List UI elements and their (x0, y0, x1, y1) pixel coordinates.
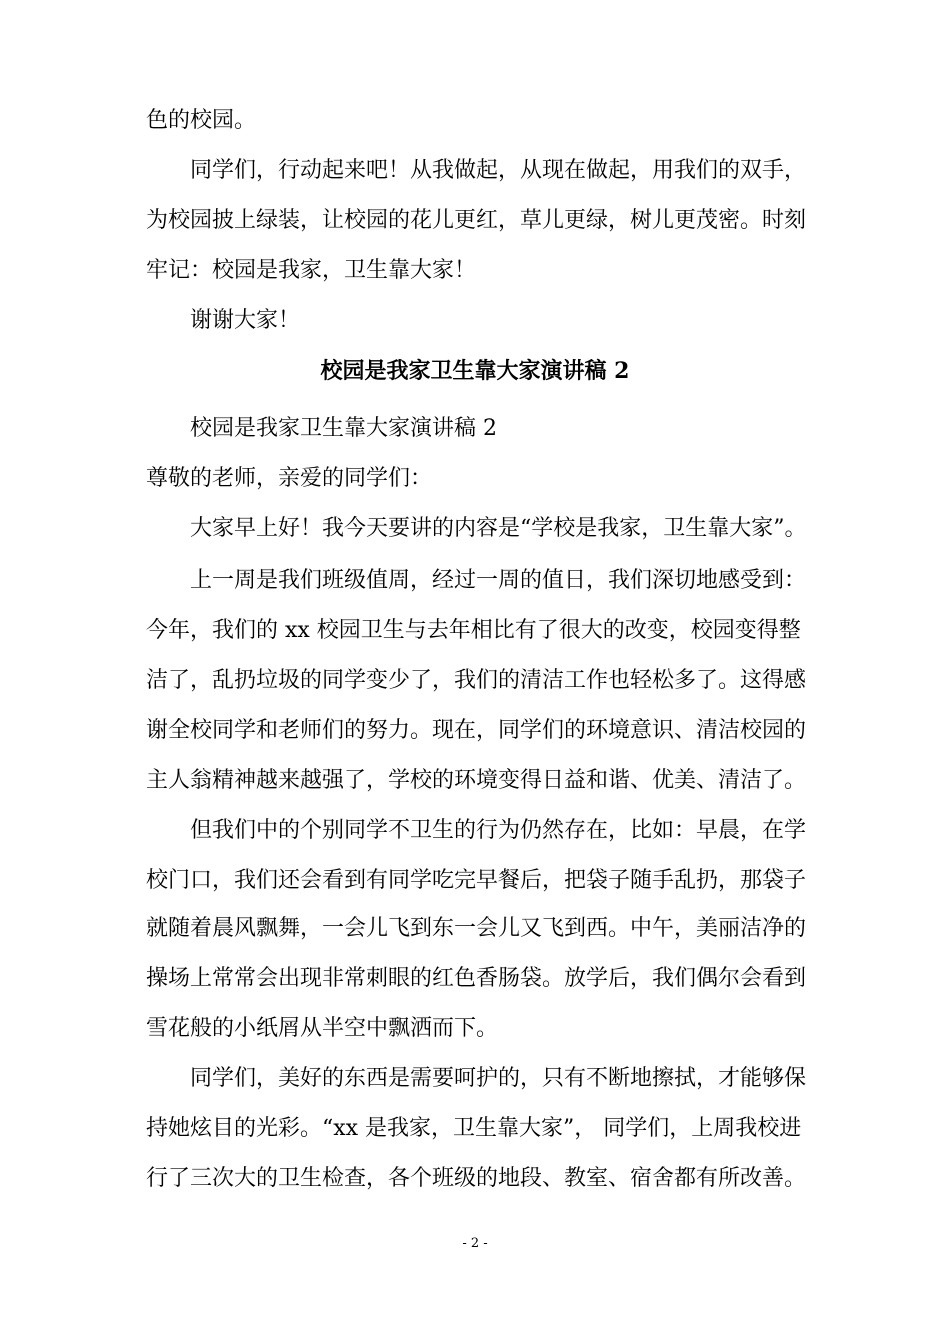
text-line: 为校园披上绿装，让校园的花儿更红，草儿更绿，树儿更茂密。时刻 (146, 208, 807, 233)
text-line: 尊敬的老师，亲爱的同学们： (146, 466, 433, 491)
section-title: 校园是我家卫生靠大家演讲稿 2 (320, 358, 630, 384)
text-line: 洁了，乱扔垃圾的同学变少了，我们的清洁工作也轻松多了。这得感 (146, 668, 807, 693)
page-number: - 2 - (462, 1236, 488, 1251)
text-line: 今年，我们的 xx 校园卫生与去年相比有了很大的改变，校园变得整 (146, 618, 801, 643)
text-line: 行了三次大的卫生检查，各个班级的地段、教室、宿舍都有所改善。 (146, 1166, 807, 1191)
text-line: 谢谢大家！ (190, 308, 301, 333)
text-line: 上一周是我们班级值周，经过一周的值日，我们深切地感受到： (190, 568, 807, 593)
text-line: 持她炫目的光彩。“xx 是我家，卫生靠大家”， 同学们，上周我校进 (146, 1116, 802, 1141)
text-line: 牢记：校园是我家，卫生靠大家！ (146, 258, 477, 283)
text-line: 谢全校同学和老师们的努力。现在，同学们的环境意识、清洁校园的 (146, 718, 807, 743)
text-line: 就随着晨风飘舞，一会儿飞到东一会儿又飞到西。中午，美丽洁净的 (146, 916, 807, 941)
text-line: 校园是我家卫生靠大家演讲稿 2 (190, 416, 497, 441)
text-line: 校门口，我们还会看到有同学吃完早餐后，把袋子随手乱扔，那袋子 (146, 868, 807, 893)
text-line: 主人翁精神越来越强了，学校的环境变得日益和谐、优美、清洁了。 (146, 768, 807, 793)
text-line: 色的校园。 (146, 108, 257, 133)
text-line: 操场上常常会出现非常刺眼的红色香肠袋。放学后，我们偶尔会看到 (146, 966, 807, 991)
text-line: 大家早上好！我今天要讲的内容是“学校是我家，卫生靠大家”。 (190, 516, 807, 541)
text-line: 但我们中的个别同学不卫生的行为仍然存在，比如：早晨，在学 (190, 818, 807, 843)
text-line: 同学们，行动起来吧！从我做起，从现在做起，用我们的双手， (190, 158, 807, 183)
text-line: 雪花般的小纸屑从半空中飘洒而下。 (146, 1016, 499, 1041)
text-line: 同学们，美好的东西是需要呵护的，只有不断地擦拭，才能够保 (190, 1066, 807, 1091)
